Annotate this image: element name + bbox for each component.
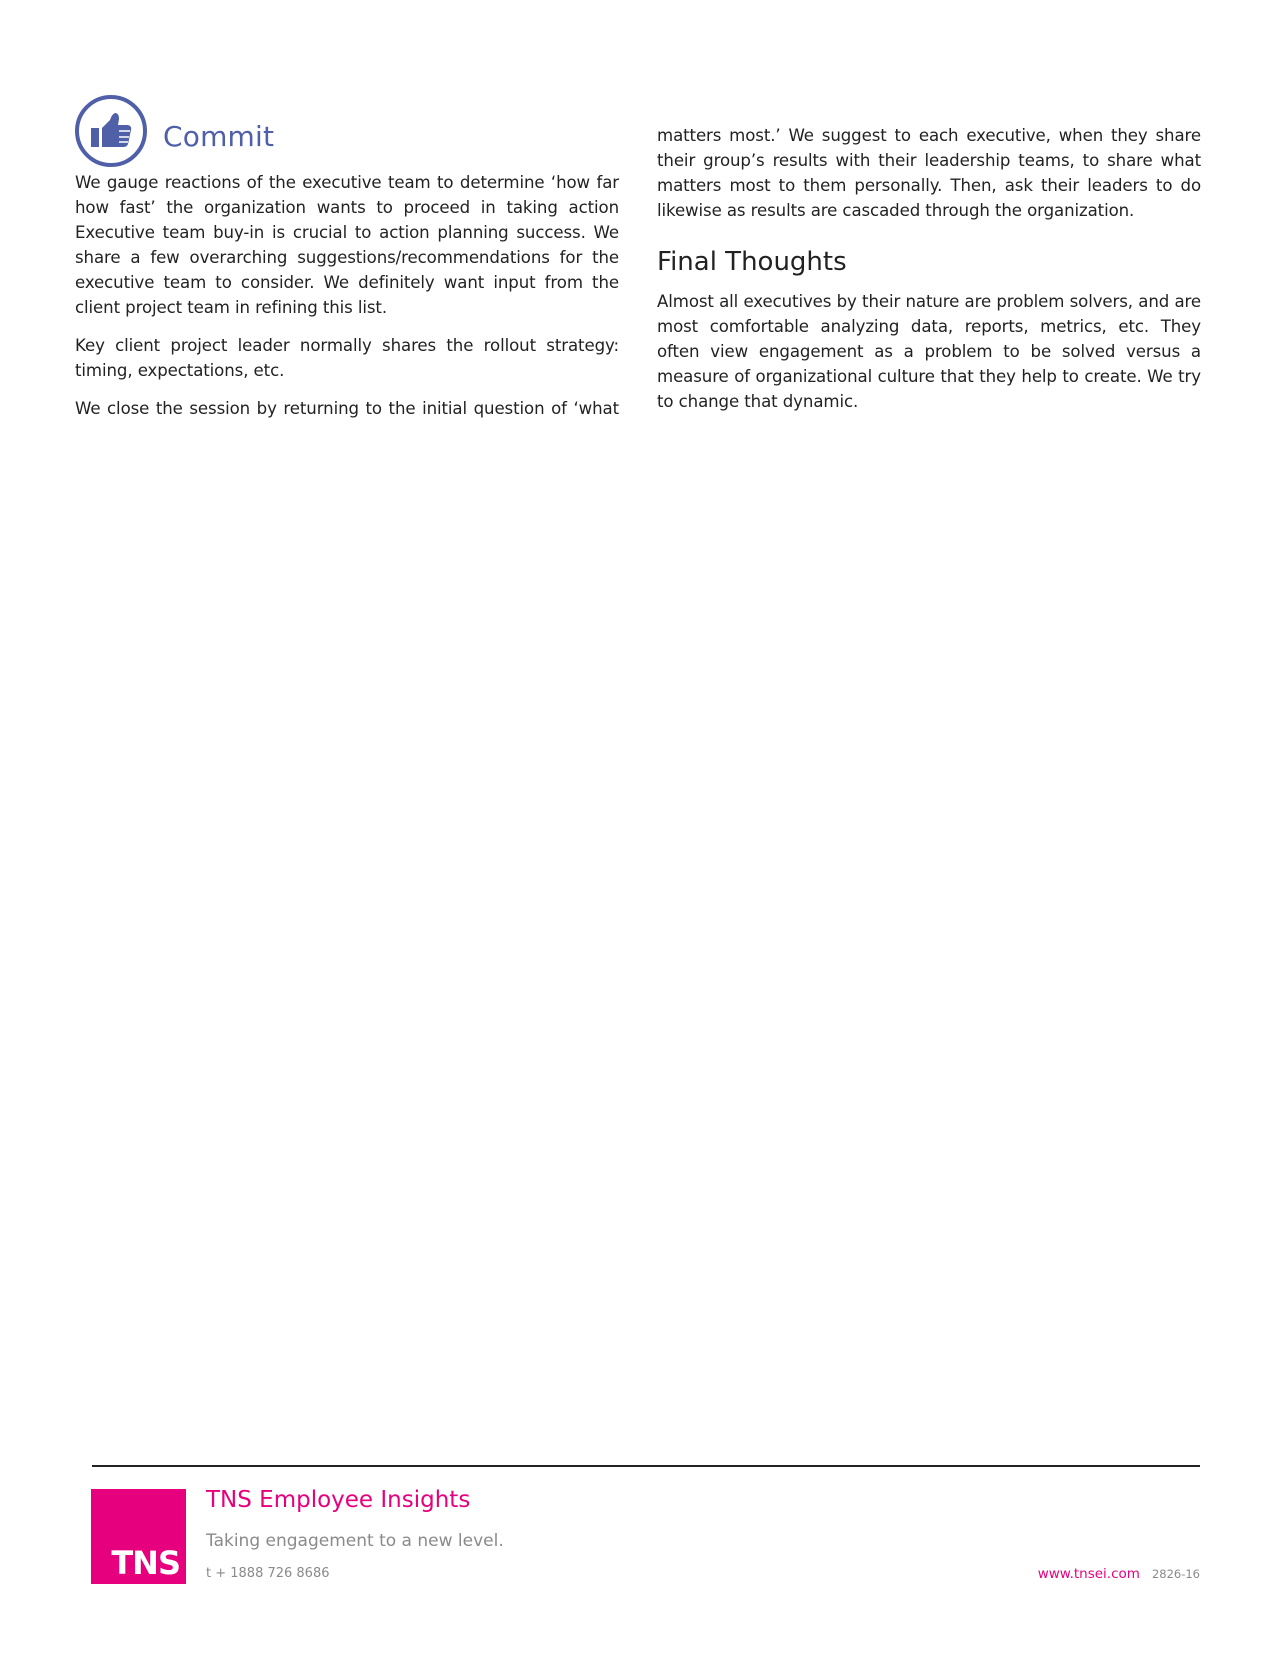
footer-divider <box>92 1465 1200 1467</box>
commit-paragraph-continued: matters most.’ We suggest to each executive, when they share their group’s results with their leadership teams, to share what matters most to them personally. Then, ask their leaders to do likewise as results are cascaded through the organization. <box>657 126 1201 220</box>
tns-logo-text: TNS <box>111 1544 180 1582</box>
final-thoughts-title: Final Thoughts <box>657 247 847 277</box>
commit-paragraph-1: We gauge reactions of the executive team to determine ‘how far how fast’ the organization wants to proceed in taking action Executive team buy-in is crucial to action planning success. We share a few overarching suggestions/recommendations for the executive team to consider. We definitely want input from the client project team in refining this list. <box>75 173 619 317</box>
commit-title: Commit <box>163 119 275 153</box>
website-link[interactable]: www.tnsei.com <box>1037 1566 1140 1582</box>
phone-number: t + 1888 726 8686 <box>206 1566 330 1581</box>
document-code: 2826-16 <box>1151 1567 1200 1581</box>
commit-paragraph-3: We close the session by returning to the initial question of ‘what <box>75 399 619 418</box>
brand-name: TNS Employee Insights <box>206 1487 471 1513</box>
commit-paragraph-2: Key client project leader normally shares the rollout strategy: timing, expectations, etc. <box>75 336 619 380</box>
commit-body <box>75 170 619 421</box>
tagline: Taking engagement to a new level. <box>206 1531 504 1551</box>
right-column <box>657 123 1201 414</box>
final-thoughts-paragraph: Almost all executives by their nature are problem solvers, and are most comfortable analyzing data, reports, metrics, etc. They often view engagement as a problem to be solved versus a measure of organizational culture that they help to create. We try to change that dynamic. <box>657 292 1201 411</box>
tns-logo <box>91 1489 186 1584</box>
footer-right <box>1038 1566 1200 1582</box>
thumbs-up-icon <box>75 95 147 167</box>
commit-header <box>75 91 274 171</box>
